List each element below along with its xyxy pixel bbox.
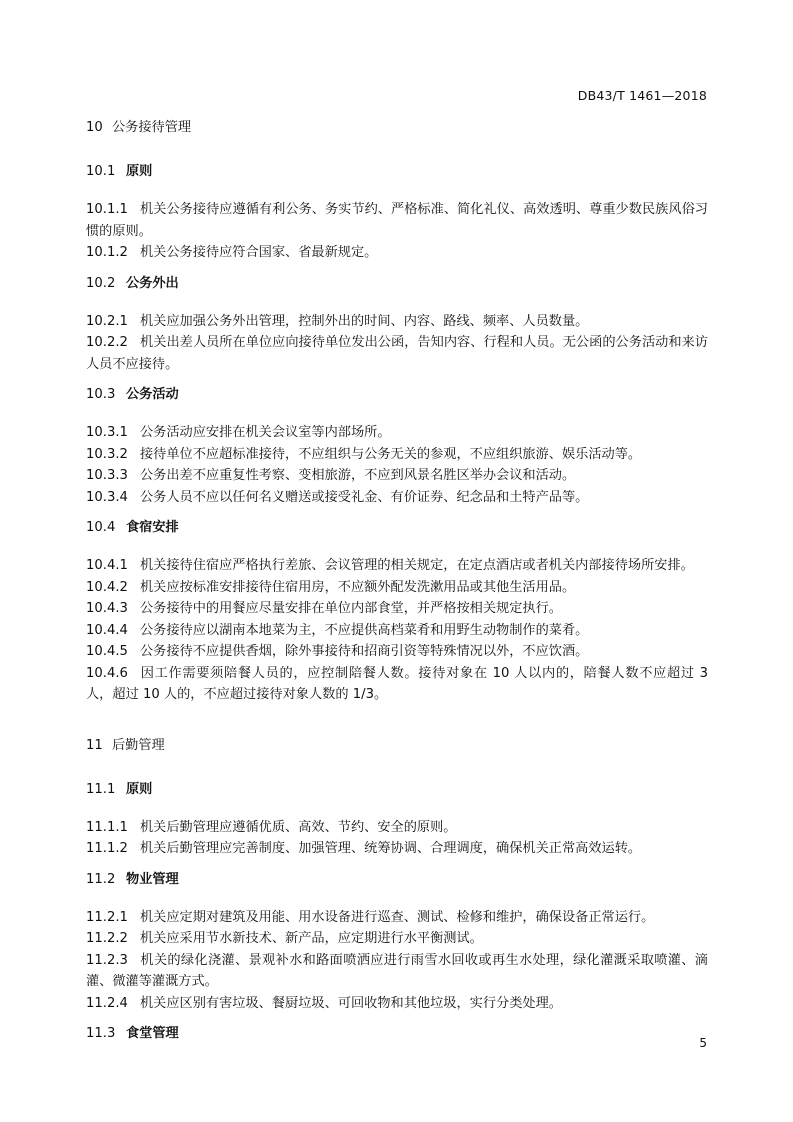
clause-number: 10.4.5 — [86, 644, 128, 659]
clause-text: 机关应采用节水新技术、新产品，应定期进行水平衡测试。 — [140, 931, 483, 946]
section-number: 10.2 — [86, 275, 116, 291]
clause-text: 公务活动应安排在机关会议室等内部场所。 — [140, 425, 391, 440]
clause-paragraph — [86, 928, 708, 950]
clause-text: 机关应区别有害垃圾、餐厨垃圾、可回收物和其他垃圾，实行分类处理。 — [140, 995, 562, 1011]
clause-number: 10.3.3 — [86, 468, 128, 483]
clause-number: 11.1.2 — [86, 841, 128, 856]
clause-number: 11.2.3 — [86, 952, 128, 968]
clause-text: 接待单位不应超标准接待，不应组织与公务无关的参观，不应组织旅游、娱乐活动等。 — [140, 446, 642, 462]
clause-paragraph — [86, 487, 708, 509]
clause-paragraph — [86, 993, 708, 1015]
section-number: 10.1 — [86, 164, 116, 179]
clause-number: 10.4.6 — [86, 665, 128, 681]
section-heading — [86, 274, 708, 294]
clause-number: 10.3.4 — [86, 489, 128, 505]
clause-paragraph — [86, 199, 708, 242]
clause-paragraph — [86, 641, 708, 663]
clause-paragraph — [86, 332, 708, 375]
section-number: 10.3 — [86, 387, 116, 402]
chapter-heading — [86, 118, 708, 138]
clause-number: 11.2.2 — [86, 931, 128, 946]
clause-paragraph — [86, 663, 708, 706]
clause-text: 机关出差人员所在单位应向接待单位发出公函，告知内容、行程和人员。无公函的公务活动和来访人员不应接待。 — [86, 335, 708, 372]
clause-paragraph — [86, 598, 708, 620]
clause-paragraph — [86, 465, 708, 487]
section-number: 10.4 — [86, 520, 116, 535]
chapter-title: 公务接待管理 — [112, 120, 192, 135]
chapter-title: 后勤管理 — [112, 737, 165, 753]
clause-text: 机关应加强公务外出管理，控制外出的时间、内容、路线、频率、人员数量。 — [140, 313, 589, 329]
standard-code: DB43/T 1461—2018 — [577, 88, 707, 103]
clause-paragraph — [86, 817, 708, 839]
chapter-number: 10 — [86, 120, 103, 135]
section-heading — [86, 1024, 708, 1044]
section-heading — [86, 162, 708, 182]
section-title: 公务活动 — [126, 387, 179, 402]
clause-paragraph — [86, 838, 708, 860]
clause-number: 11.2.1 — [86, 909, 128, 925]
clause-text: 公务接待中的用餐应尽量安排在单位内部食堂，并严格按相关规定执行。 — [140, 601, 562, 616]
clause-number: 10.4.2 — [86, 579, 128, 595]
clause-paragraph — [86, 555, 708, 577]
clause-number: 10.1.2 — [86, 245, 128, 260]
clause-text: 公务人员不应以任何名义赠送或接受礼金、有价证券、纪念品和土特产品等。 — [140, 489, 589, 505]
section-number: 11.3 — [86, 1026, 116, 1041]
section-title: 物业管理 — [126, 871, 179, 887]
clause-paragraph — [86, 620, 708, 642]
clause-text: 机关公务接待应遵循有利公务、务实节约、严格标准、简化礼仪、高效透明、尊重少数民族风俗习惯的原则。 — [86, 202, 708, 239]
clause-text: 机关后勤管理应遵循优质、高效、节约、安全的原则。 — [140, 819, 457, 835]
clause-paragraph — [86, 422, 708, 444]
clause-number: 10.3.2 — [86, 446, 128, 462]
section-heading — [86, 385, 708, 405]
clause-text: 公务出差不应重复性考察、变相旅游，不应到风景名胜区举办会议和活动。 — [140, 468, 576, 483]
clause-number: 10.4.1 — [86, 558, 128, 573]
clause-text: 公务接待应以湖南本地菜为主，不应提供高档菜肴和用野生动物制作的菜肴。 — [140, 622, 589, 638]
clause-number: 11.2.4 — [86, 995, 128, 1011]
clause-number: 10.3.1 — [86, 425, 128, 440]
section-title: 原则 — [126, 164, 153, 179]
section-heading — [86, 518, 708, 538]
document-body — [86, 118, 708, 1061]
section-heading — [86, 780, 708, 800]
clause-number: 10.2.2 — [86, 335, 128, 350]
clause-number: 10.2.1 — [86, 313, 128, 329]
chapter-heading — [86, 736, 708, 756]
clause-paragraph — [86, 242, 708, 264]
chapter-number: 11 — [86, 737, 103, 753]
clause-number: 10.4.4 — [86, 622, 128, 638]
section-heading — [86, 870, 708, 890]
clause-paragraph — [86, 950, 708, 993]
page-number: 5 — [699, 1036, 707, 1050]
clause-text: 机关接待住宿应严格执行差旅、会议管理的相关规定，在定点酒店或者机关内部接待场所安排。 — [140, 558, 694, 573]
clause-number: 11.1.1 — [86, 819, 128, 835]
section-title: 原则 — [126, 781, 153, 797]
clause-text: 机关的绿化浇灌、景观补水和路面喷洒应进行雨雪水回收或再生水处理，绿化灌溉采取喷灌、滴灌、微灌等灌溉方式。 — [86, 952, 708, 989]
clause-text: 机关后勤管理应完善制度、加强管理、统筹协调、合理调度，确保机关正常高效运转。 — [140, 841, 642, 856]
clause-paragraph — [86, 907, 708, 929]
section-title: 公务外出 — [126, 275, 179, 291]
section-title: 食宿安排 — [126, 520, 179, 535]
clause-number: 10.4.3 — [86, 601, 128, 616]
clause-paragraph — [86, 577, 708, 599]
section-title: 食堂管理 — [126, 1026, 179, 1041]
clause-text: 公务接待不应提供香烟，除外事接待和招商引资等特殊情况以外，不应饮酒。 — [140, 644, 589, 659]
clause-paragraph — [86, 444, 708, 466]
section-number: 11.2 — [86, 871, 116, 887]
section-number: 11.1 — [86, 781, 116, 797]
clause-text: 因工作需要须陪餐人员的，应控制陪餐人数。接待对象在 10 人以内的，陪餐人数不应超过 3 人，超过 10 人的，不应超过接待对象人数的 1/3。 — [86, 665, 708, 702]
clause-text: 机关应按标准安排接待住宿用房，不应额外配发洗漱用品或其他生活用品。 — [140, 579, 576, 595]
clause-text: 机关公务接待应符合国家、省最新规定。 — [140, 245, 378, 260]
clause-number: 10.1.1 — [86, 202, 128, 217]
clause-text: 机关应定期对建筑及用能、用水设备进行巡查、测试、检修和维护，确保设备正常运行。 — [140, 909, 655, 925]
clause-paragraph — [86, 311, 708, 333]
